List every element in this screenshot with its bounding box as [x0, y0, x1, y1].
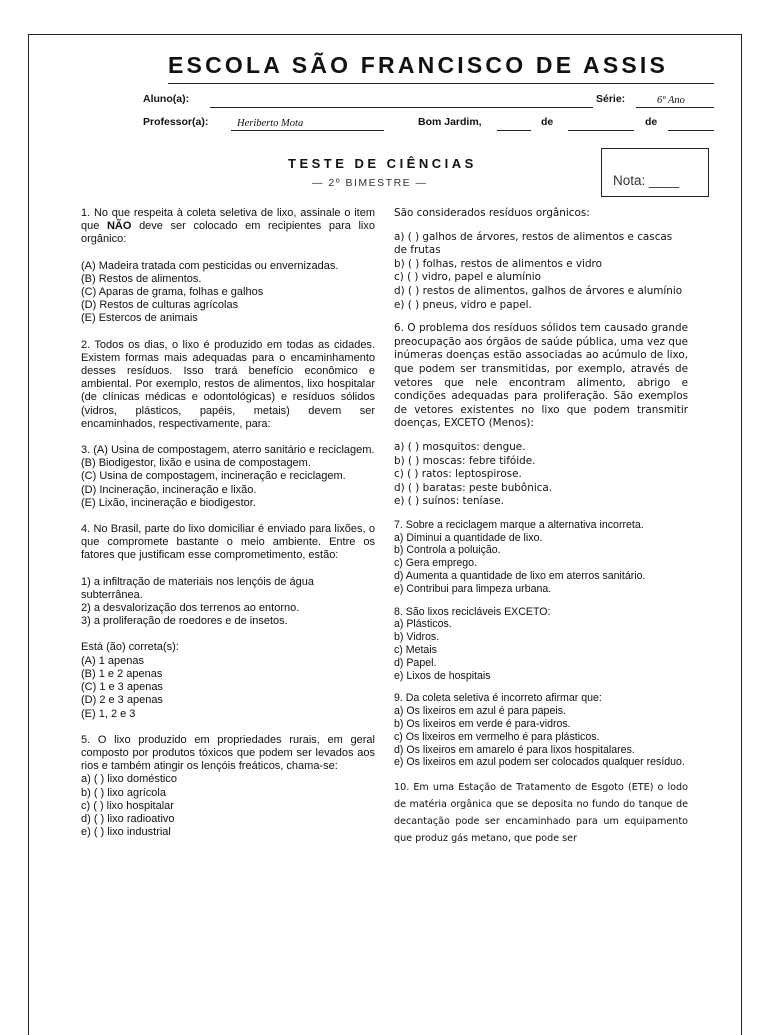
option: e) ( ) lixo industrial	[81, 826, 171, 839]
statement: 3) a proliferação de roedores e de insetos.	[81, 615, 288, 628]
option: b) Controla a poluição.	[394, 544, 501, 557]
month-field[interactable]	[568, 116, 634, 131]
right-column	[394, 207, 688, 847]
option: e) Lixos de hospitais	[394, 669, 491, 682]
option: d) Aumenta a quantidade de lixo em aterros sanitário.	[394, 570, 646, 583]
option: (D) 2 e 3 apenas	[81, 694, 163, 707]
option: b) ( ) folhas, restos de alimentos e vidro	[394, 257, 602, 270]
option: e) ( ) suínos: teníase.	[394, 495, 504, 508]
option: b) ( ) lixo agrícola	[81, 786, 166, 799]
question-8: 8. São lixos recicláveis EXCETO:	[394, 605, 551, 618]
de-label-1: de	[541, 116, 554, 128]
question-4: 4. No Brasil, parte do lixo domiciliar é enviado para lixões, o que compromete bastante o meio ambiente. Entre os fatores que justificam esse comprometimento, estão:	[81, 523, 375, 562]
option: b) ( ) moscas: febre tifóide.	[394, 454, 536, 467]
option: e) ( ) pneus, vidro e papel.	[394, 298, 532, 311]
left-column	[81, 207, 375, 839]
statement: 2) a desvalorização dos terrenos ao entorno.	[81, 602, 300, 615]
option: (D) Restos de culturas agrícolas	[81, 299, 239, 312]
option: d) ( ) restos de alimentos, galhos de árvores e alumínio	[394, 284, 683, 297]
option: b) Os lixeiros em verde é para-vidros.	[394, 718, 571, 731]
de-label-2: de	[645, 116, 658, 128]
option: a) Os lixeiros em azul é para papeis.	[394, 705, 566, 718]
organic-question: São considerados resíduos orgânicos:	[394, 207, 590, 219]
option: (D) Incineração, incineração e lixão.	[81, 483, 257, 496]
question-1: 1. No que respeita à coleta seletiva de lixo, assinale o item que NÃO deve ser colocado em recipientes para lixo orgânico:	[81, 207, 375, 246]
year-field[interactable]	[668, 116, 714, 131]
grade-label: Série:	[596, 93, 626, 105]
option: a) ( ) lixo doméstico	[81, 773, 177, 786]
place-label: Bom Jardim,	[418, 116, 482, 128]
option: c) Metais	[394, 644, 437, 657]
option: b) Vidros.	[394, 631, 440, 644]
option: (E) 1, 2 e 3	[81, 707, 136, 720]
option: d) ( ) lixo radioativo	[81, 812, 175, 825]
option: c) Os lixeiros em vermelho é para plásticos.	[394, 730, 600, 743]
option: d) Papel.	[394, 656, 437, 669]
student-label: Aluno(a):	[143, 93, 190, 105]
option: (B) 1 e 2 apenas	[81, 667, 163, 680]
option: d) ( ) baratas: peste bubônica.	[394, 481, 553, 494]
day-field[interactable]	[497, 116, 531, 131]
option: (C) Usina de compostagem, incineração e reciclagem.	[81, 470, 346, 483]
school-name: ESCOLA SÃO FRANCISCO DE ASSIS	[168, 52, 669, 78]
question-7: 7. Sobre a reciclagem marque a alternativa incorreta.	[394, 518, 644, 531]
option: c) ( ) vidro, papel e alumínio	[394, 271, 541, 284]
grade-value: 6º Ano	[657, 95, 685, 106]
option: a) Plásticos.	[394, 618, 452, 631]
option: a) ( ) mosquitos: dengue.	[394, 440, 526, 453]
option: (A) Madeira tratada com pesticidas ou envernizadas.	[81, 259, 339, 272]
option: (C) 1 e 3 apenas	[81, 681, 163, 694]
option: a) ( ) galhos de árvores, restos de alimentos e cascas de frutas	[394, 230, 673, 257]
question-10: 10. Em uma Estação de Tratamento de Esgoto (ETE) o lodo de matéria orgânica que se deposita no fundo do tanque de decantação pode ser encaminhado para um equipamento que produz gás metano, que pode ser	[394, 782, 688, 845]
option: a) Diminui a quantidade de lixo.	[394, 531, 543, 544]
question-5: 5. O lixo produzido em propriedades rurais, em geral composto por produtos tóxicos que podem ser levados aos rios e também atingir os lençóis freáticos, chama-se:	[81, 733, 375, 773]
question-2: 2. Todos os dias, o lixo é produzido em todas as cidades. Existem formas mais adequadas para o encaminhamento desses resíduos. Isso trará benefício econômico e ambiental. Por exemplo, restos de alimentos, lixo hospitalar (de clínicas médicas e odontológicas) e resíduos sólidos (vidros, plásticos, papéis, metais) devem ser encaminhados, respectivamente, para:	[81, 338, 375, 430]
test-title: TESTE DE CIÊNCIAS	[288, 156, 477, 171]
school-underline	[168, 83, 714, 84]
option: c) ( ) ratos: leptospirose.	[394, 468, 522, 481]
option: (E) Lixão, incineração e biodigestor.	[81, 496, 256, 509]
option: (C) Aparas de grama, folhas e galhos	[81, 286, 264, 299]
question-6: 6. O problema dos resíduos sólidos tem causado grande preocupação aos órgãos de saúde pública, uma vez que inúmeras doenças estão associadas ao acúmulo de lixo, que podem ser transmitidas, por exemplo, através de vetores que nele encontram alimento, abrigo e condições adequadas para proliferação. São exemplos de vetores existentes no lixo que podem transmitir doenças, EXCETO (Menos):	[394, 322, 688, 430]
option: (B) Biodigestor, lixão e usina de compostagem.	[81, 457, 311, 470]
option: e) Os lixeiros em azul podem ser colocados qualquer resíduo.	[394, 756, 685, 769]
option: d) Os lixeiros em amarelo é para lixos hospitalares.	[394, 743, 635, 756]
nota-label: Nota: ____	[613, 173, 680, 188]
option: (E) Estercos de animais	[81, 312, 198, 325]
statement: 1) a infiltração de materiais nos lençóis de água subterrânea.	[81, 575, 314, 601]
option: (B) Restos de alimentos.	[81, 272, 202, 285]
test-subtitle: — 2º BIMESTRE —	[312, 177, 428, 189]
student-field[interactable]	[210, 93, 593, 108]
grade-box	[601, 148, 709, 197]
question-4-ask: Está (ão) correta(s):	[81, 641, 179, 654]
question-9: 9. Da coleta seletiva é incorreto afirmar que:	[394, 692, 602, 705]
option: 3. (A) Usina de compostagem, aterro sanitário e reciclagem.	[81, 444, 375, 457]
option: e) Contribui para limpeza urbana.	[394, 582, 552, 595]
option: (A) 1 apenas	[81, 654, 144, 667]
teacher-value: Heriberto Mota	[237, 118, 304, 129]
teacher-label: Professor(a):	[143, 116, 209, 128]
option: c) ( ) lixo hospitalar	[81, 799, 174, 812]
option: c) Gera emprego.	[394, 557, 478, 570]
